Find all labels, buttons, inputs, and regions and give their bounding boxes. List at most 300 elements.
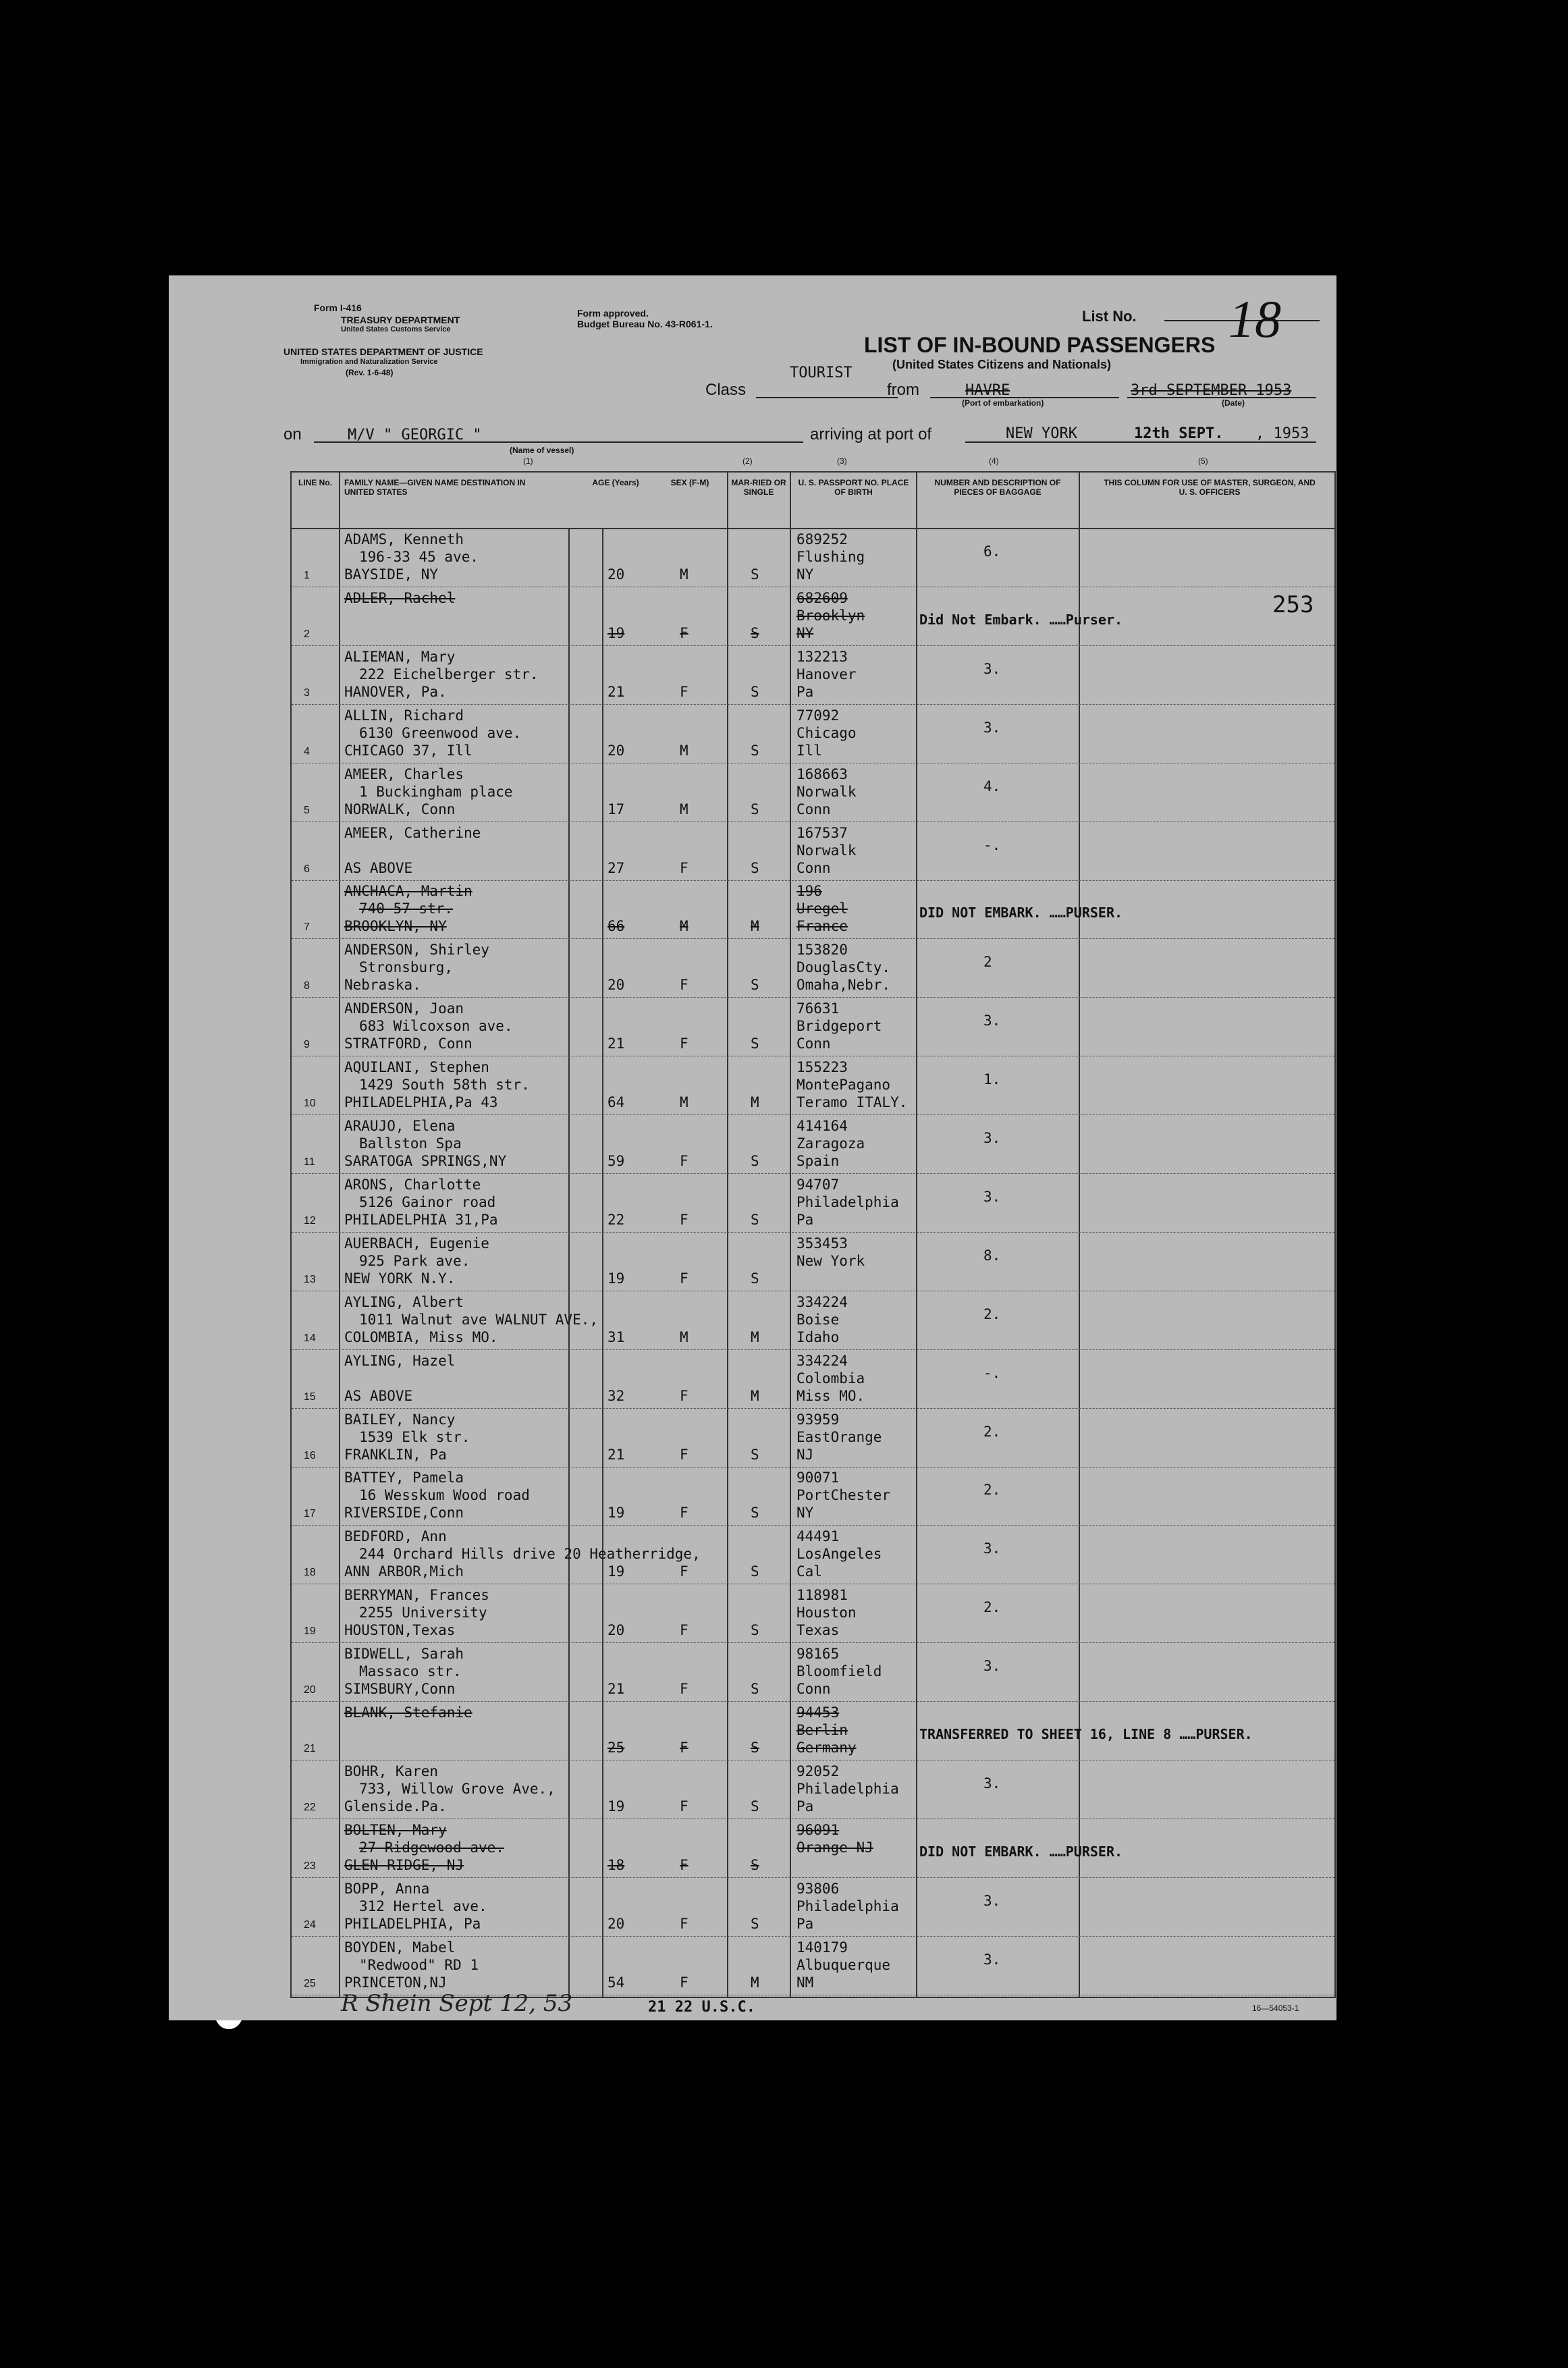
passenger-sex: F: [680, 1798, 688, 1814]
birth-place-2: Spain: [796, 1153, 840, 1169]
address-line-1: 740-57 str.: [359, 900, 454, 917]
line-number: 3: [304, 687, 310, 699]
passenger-name: BIDWELL, Sarah: [344, 1646, 464, 1663]
passenger-name: AUERBACH, Eugenie: [344, 1235, 489, 1252]
birth-place-2: Teramo ITALY.: [796, 1094, 908, 1111]
birth-place-2: Cal: [796, 1563, 822, 1580]
passenger-sex: F: [680, 1505, 688, 1522]
row-divider: [292, 938, 1334, 939]
passenger-sex: F: [680, 1563, 688, 1580]
marital-status: S: [751, 859, 759, 876]
table-row: [292, 1585, 1334, 1643]
baggage-count: 3.: [983, 1540, 1001, 1557]
baggage-count: 2.: [983, 1599, 1001, 1616]
table-row: [292, 1879, 1334, 1937]
baggage-count: 6.: [983, 543, 1001, 560]
passenger-sex: F: [680, 1740, 688, 1756]
passenger-name: ANDERSON, Joan: [344, 1000, 464, 1017]
table-row: [292, 588, 1334, 646]
arrival-year: , 1953: [1255, 425, 1309, 442]
passenger-age: 19: [607, 624, 625, 641]
address-line-1: 1429 South 58th str.: [359, 1077, 530, 1094]
passenger-age: 54: [607, 1974, 625, 1991]
table-row: [292, 1233, 1334, 1291]
line-number: 12: [304, 1214, 316, 1227]
marital-status: S: [751, 742, 759, 759]
passenger-age: 19: [607, 1505, 625, 1522]
passenger-age: 21: [607, 1035, 625, 1052]
baggage-count: 3.: [983, 719, 1001, 736]
marital-status: S: [751, 1446, 759, 1463]
passenger-age: 21: [607, 1446, 625, 1463]
line-number: 7: [304, 921, 310, 934]
marital-status: M: [751, 1974, 759, 1991]
passenger-name: ARONS, Charlotte: [344, 1176, 481, 1193]
line-number: 4: [304, 745, 310, 757]
col-head-married: MAR-RIED OR SINGLE: [731, 478, 786, 497]
passenger-age: 20: [607, 1915, 625, 1932]
passport-number: 92052: [796, 1762, 840, 1779]
passenger-sex: F: [680, 1387, 688, 1404]
officer-note: DID NOT EMBARK. ……PURSER.: [919, 1843, 1123, 1860]
line-number: 5: [304, 804, 310, 816]
table-row: [292, 1409, 1334, 1468]
passenger-sex: F: [680, 1211, 688, 1228]
passenger-name: AYLING, Albert: [344, 1293, 464, 1310]
address-line-2: SIMSBURY,Conn: [344, 1681, 456, 1698]
departure-date: 3rd SEPTEMBER 1953: [1131, 382, 1292, 399]
birth-place-1: MontePagano: [796, 1077, 891, 1094]
marital-status: M: [751, 1387, 759, 1404]
marital-status: M: [751, 1328, 759, 1345]
line-number: 21: [304, 1743, 316, 1754]
baggage-count: 2.: [983, 1423, 1001, 1440]
address-line-1: 6130 Greenwood ave.: [359, 724, 522, 741]
date-label: (Date): [1222, 398, 1245, 408]
passport-number: 98165: [796, 1646, 840, 1663]
table-row: [292, 998, 1334, 1056]
birth-place-2: Pa: [796, 683, 814, 700]
arrival-port: NEW YORK: [1006, 425, 1077, 442]
passport-number: 334224: [796, 1352, 848, 1369]
passenger-sex: F: [680, 1622, 688, 1639]
baggage-count: 2.: [983, 1306, 1001, 1322]
birth-place-1: Boise: [796, 1311, 840, 1328]
birth-place-1: Uregel: [796, 900, 848, 917]
vessel-label: (Name of vessel): [510, 446, 574, 455]
birth-place-2: Texas: [796, 1622, 840, 1639]
passenger-sex: M: [680, 566, 688, 583]
birth-place-1: LosAngeles: [796, 1546, 882, 1563]
baggage-count: 3.: [983, 1892, 1001, 1909]
passenger-age: 20: [607, 742, 625, 759]
passport-number: 167537: [796, 824, 848, 841]
form-number: Form I-416: [314, 302, 362, 313]
passenger-name: BOPP, Anna: [344, 1880, 430, 1897]
baggage-count: 1.: [983, 1071, 1001, 1088]
marital-status: S: [751, 1622, 759, 1639]
passenger-age: 19: [607, 1798, 625, 1814]
address-line-1: 925 Park ave.: [359, 1252, 470, 1269]
address-line-2: PHILADELPHIA, Pa: [344, 1915, 481, 1932]
address-line-1: 222 Eichelberger str.: [359, 666, 539, 682]
birth-place-2: Pa: [796, 1915, 814, 1932]
passport-number: 93959: [796, 1411, 840, 1428]
address-line-2: RIVERSIDE,Conn: [344, 1505, 464, 1522]
marital-status: S: [751, 1505, 759, 1522]
marital-status: M: [751, 918, 759, 935]
arrival-date: 12th SEPT.: [1134, 425, 1224, 442]
line-number: 2: [304, 628, 310, 640]
col-head-passport: U. S. PASSPORT NO. PLACE OF BIRTH: [798, 478, 909, 497]
passenger-name: AMEER, Charles: [344, 765, 464, 782]
passenger-age: 20: [607, 977, 625, 994]
line-number: 8: [304, 980, 310, 992]
address-line-2: Nebraska.: [344, 977, 421, 994]
address-line-2: ANN ARBOR,Mich: [344, 1563, 464, 1580]
birth-place-2: Pa: [796, 1211, 814, 1228]
table-row: [292, 1937, 1334, 1995]
birth-place-2: Conn: [796, 1681, 831, 1698]
col-head-line: LINE No.: [298, 478, 332, 487]
marital-status: S: [751, 1798, 759, 1814]
address-line-1: 27 Ridgewood ave.: [359, 1839, 504, 1856]
col-head-age: AGE (Years): [592, 478, 639, 487]
passport-number: 682609: [796, 589, 848, 606]
table-row: [292, 881, 1334, 939]
baggage-count: -.: [983, 836, 1001, 853]
table-row: [292, 764, 1334, 822]
marital-status: S: [751, 1915, 759, 1932]
passenger-sex: M: [680, 1328, 688, 1345]
passenger-age: 18: [607, 1856, 625, 1873]
baggage-count: 3.: [983, 1951, 1001, 1968]
line-number: 15: [304, 1391, 316, 1403]
birth-place-1: Orange NJ: [796, 1839, 873, 1856]
birth-place-2: Idaho: [796, 1328, 840, 1345]
baggage-count: 4.: [983, 778, 1001, 795]
address-line-1: Massaco str.: [359, 1663, 462, 1680]
line-number: 20: [304, 1684, 316, 1696]
passenger-age: 20: [607, 1622, 625, 1639]
address-line-2: FRANKLIN, Pa: [344, 1446, 447, 1463]
table-row: [292, 1820, 1334, 1878]
birth-place-1: Houston: [796, 1605, 857, 1621]
table-row: [292, 1702, 1334, 1760]
passport-number: 44491: [796, 1528, 840, 1545]
birth-place-1: Bridgeport: [796, 1018, 882, 1035]
birth-place-1: Norwalk: [796, 842, 857, 859]
col-num-5: (5): [1198, 456, 1208, 466]
col-head-sex: SEX (F-M): [670, 478, 709, 487]
address-line-2: BROOKLYN, NY: [344, 918, 447, 935]
marital-status: S: [751, 801, 759, 817]
marital-status: S: [751, 977, 759, 994]
table-row: [292, 1175, 1334, 1233]
passenger-sex: F: [680, 624, 688, 641]
passenger-name: BATTEY, Pamela: [344, 1470, 464, 1486]
birth-place-2: NM: [796, 1974, 814, 1991]
passenger-name: BEDFORD, Ann: [344, 1528, 447, 1545]
birth-place-1: Flushing: [796, 549, 865, 565]
marital-status: S: [751, 1856, 759, 1873]
marital-status: S: [751, 624, 759, 641]
address-line-2: PHILADELPHIA,Pa 43: [344, 1094, 498, 1111]
table-row: [292, 1116, 1334, 1174]
passport-number: 414164: [796, 1118, 848, 1134]
birth-place-2: NJ: [796, 1446, 814, 1463]
marital-status: S: [751, 1563, 759, 1580]
row-divider: [292, 1349, 1334, 1350]
passenger-sex: M: [680, 801, 688, 817]
table-row: [292, 529, 1334, 587]
birth-place-1: Zaragoza: [796, 1135, 865, 1152]
passenger-age: 31: [607, 1328, 625, 1345]
table-row: [292, 1292, 1334, 1350]
col-num-4: (4): [989, 456, 999, 466]
birth-place-1: Philadelphia: [796, 1193, 899, 1210]
marital-status: S: [751, 1211, 759, 1228]
arriving-label: arriving at port of: [810, 425, 932, 443]
birth-place-2: Germany: [796, 1740, 857, 1756]
form-revision: (Rev. 1-6-48): [346, 368, 394, 377]
ins-service: Immigration and Naturalization Service: [300, 358, 438, 366]
passport-number: 168663: [796, 765, 848, 782]
address-line-2: NORWALK, Conn: [344, 801, 456, 817]
passenger-sex: F: [680, 1681, 688, 1698]
passenger-name: AQUILANI, Stephen: [344, 1059, 489, 1076]
passenger-sex: F: [680, 1270, 688, 1287]
birth-place-1: Albuquerque: [796, 1956, 891, 1973]
passport-number: 353453: [796, 1235, 848, 1252]
passport-number: 77092: [796, 707, 840, 724]
line-number: 1: [304, 570, 310, 581]
address-line-1: 16 Wesskum Wood road: [359, 1487, 530, 1504]
port-embark-label: (Port of embarkation): [962, 398, 1044, 408]
address-line-1: 5126 Gainor road: [359, 1193, 496, 1210]
address-line-2: AS ABOVE: [344, 859, 413, 876]
marital-status: S: [751, 1270, 759, 1287]
row-divider: [292, 997, 1334, 998]
passenger-name: ARAUJO, Elena: [344, 1118, 456, 1134]
passenger-name: ALLIN, Richard: [344, 707, 464, 724]
line-number: 10: [304, 1098, 316, 1110]
passenger-sex: F: [680, 1974, 688, 1991]
passport-number: 334224: [796, 1293, 848, 1310]
passenger-age: 17: [607, 801, 625, 817]
passenger-manifest-sheet: [169, 275, 1336, 2020]
birth-place-2: Conn: [796, 1035, 831, 1052]
address-line-2: HANOVER, Pa.: [344, 683, 447, 700]
table-row: [292, 1526, 1334, 1584]
col-num-1: (1): [523, 456, 533, 466]
class-line: [756, 397, 898, 398]
marital-status: S: [751, 1035, 759, 1052]
passenger-name: BOYDEN, Mabel: [344, 1939, 456, 1956]
passport-number: 689252: [796, 531, 848, 547]
table-row: [292, 1351, 1334, 1409]
birth-place-1: Philadelphia: [796, 1898, 899, 1914]
marital-status: S: [751, 683, 759, 700]
address-line-1: 733, Willow Grove Ave.,: [359, 1780, 556, 1797]
line-number: 19: [304, 1625, 316, 1638]
row-divider: [292, 1525, 1334, 1526]
passenger-sex: F: [680, 1446, 688, 1463]
line-number: 18: [304, 1567, 316, 1579]
passenger-sex: F: [680, 1915, 688, 1932]
baggage-count: 8.: [983, 1247, 1001, 1264]
address-line-1: 196-33 45 ave.: [359, 549, 479, 565]
passenger-name: BOHR, Karen: [344, 1762, 439, 1779]
birth-place-2: Omaha,Nebr.: [796, 977, 891, 994]
row-divider: [292, 1114, 1334, 1115]
passport-number: 153820: [796, 942, 848, 959]
line-number: 25: [304, 1977, 316, 1989]
table-row: [292, 1644, 1334, 1702]
row-divider: [292, 1173, 1334, 1174]
address-line-1: 2255 University: [359, 1605, 487, 1621]
address-line-2: BAYSIDE, NY: [344, 566, 439, 583]
line-number: 14: [304, 1332, 316, 1344]
passenger-name: ADAMS, Kenneth: [344, 531, 464, 547]
birth-place-2: Pa: [796, 1798, 814, 1814]
passenger-sex: F: [680, 977, 688, 994]
footer-note: 21 22 U.S.C.: [648, 1999, 755, 2016]
address-line-2: CHICAGO 37, Ill: [344, 742, 472, 759]
address-line-2: PHILADELPHIA 31,Pa: [344, 1211, 498, 1228]
birth-place-1: Brooklyn: [796, 607, 865, 624]
passenger-name: BOLTEN, Mary: [344, 1821, 447, 1838]
justice-dept: UNITED STATES DEPARTMENT OF JUSTICE: [283, 346, 483, 357]
row-divider: [292, 1467, 1334, 1468]
birth-place-1: DouglasCty.: [796, 959, 891, 976]
passenger-sex: M: [680, 1094, 688, 1111]
birth-place-2: NY: [796, 624, 814, 641]
passport-number: 76631: [796, 1000, 840, 1017]
passenger-age: 19: [607, 1270, 625, 1287]
officer-note: Did Not Embark. ……Purser.: [919, 611, 1123, 628]
table-row: [292, 940, 1334, 998]
passport-number: 94453: [796, 1704, 840, 1721]
on-label: on: [283, 425, 302, 443]
passenger-age: 22: [607, 1211, 625, 1228]
passenger-sex: F: [680, 859, 688, 876]
passport-number: 140179: [796, 1939, 848, 1956]
passenger-age: 66: [607, 918, 625, 935]
passenger-age: 27: [607, 859, 625, 876]
baggage-count: 2: [983, 954, 992, 971]
col-num-2: (2): [742, 456, 753, 466]
birth-place-1: PortChester: [796, 1487, 891, 1504]
row-divider: [292, 1936, 1334, 1937]
marital-status: S: [751, 1153, 759, 1169]
passport-number: 90071: [796, 1470, 840, 1486]
from-label: from: [887, 381, 919, 399]
line-number: 22: [304, 1801, 316, 1813]
row-divider: [292, 1232, 1334, 1233]
address-line-2: PRINCETON,NJ: [344, 1974, 447, 1991]
address-line-1: 1011 Walnut ave WALNUT AVE.,: [359, 1311, 599, 1328]
officer-note: TRANSFERRED TO SHEET 16, LINE 8 ……PURSER.: [919, 1726, 1253, 1742]
class-label: Class: [705, 381, 747, 399]
address-line-1: 1539 Elk str.: [359, 1428, 470, 1445]
footer-code: 16—54053-1: [1252, 2003, 1299, 2013]
baggage-count: 3.: [983, 1775, 1001, 1792]
address-line-2: COLOMBIA, Miss MO.: [344, 1328, 498, 1345]
passenger-sex: F: [680, 1153, 688, 1169]
line-number: 11: [304, 1156, 315, 1168]
list-no-label: List No.: [1082, 308, 1137, 325]
officer-note: DID NOT EMBARK. ……PURSER.: [919, 905, 1123, 921]
col-head-baggage: NUMBER AND DESCRIPTION OF PIECES OF BAGGAGE: [934, 478, 1061, 497]
birth-place-2: NY: [796, 566, 814, 583]
passenger-age: 19: [607, 1563, 625, 1580]
passenger-name: BAILEY, Nancy: [344, 1411, 456, 1428]
budget-bureau: Budget Bureau No. 43-R061-1.: [577, 319, 713, 329]
passenger-table: [290, 471, 1336, 1998]
passenger-name: AYLING, Hazel: [344, 1352, 456, 1369]
passenger-age: 64: [607, 1094, 625, 1111]
passport-number: 196: [796, 883, 822, 900]
from-value: HAVRE: [965, 382, 1010, 399]
passenger-sex: F: [680, 1856, 688, 1873]
passenger-sex: F: [680, 1035, 688, 1052]
address-line-2: AS ABOVE: [344, 1387, 413, 1404]
address-line-2: STRATFORD, Conn: [344, 1035, 472, 1052]
marital-status: S: [751, 566, 759, 583]
address-line-1: 312 Hertel ave.: [359, 1898, 487, 1914]
passenger-name: ALIEMAN, Mary: [344, 648, 456, 665]
baggage-count: 3.: [983, 1130, 1001, 1146]
vessel-name: M/V " GEORGIC ": [348, 427, 482, 443]
baggage-count: -.: [983, 1364, 1001, 1381]
birth-place-2: Ill: [796, 742, 822, 759]
birth-place-1: Berlin: [796, 1722, 848, 1738]
page-title: LIST OF IN-BOUND PASSENGERS: [864, 333, 1216, 357]
birth-place-1: Hanover: [796, 666, 857, 682]
birth-place-1: Chicago: [796, 724, 857, 741]
table-row: [292, 823, 1334, 881]
birth-place-2: France: [796, 918, 848, 935]
line-number: 24: [304, 1918, 316, 1931]
baggage-count: 3.: [983, 660, 1001, 677]
birth-place-2: Conn: [796, 859, 831, 876]
birth-place-1: Philadelphia: [796, 1780, 899, 1797]
baggage-count: 3.: [983, 1013, 1001, 1029]
address-line-1: 683 Wilcoxson ave.: [359, 1018, 513, 1035]
line-number: 17: [304, 1508, 316, 1520]
passport-number: 93806: [796, 1880, 840, 1897]
passenger-name: ANDERSON, Shirley: [344, 942, 489, 959]
row-divider: [292, 880, 1334, 881]
birth-place-1: Colombia: [796, 1370, 865, 1387]
marital-status: S: [751, 1681, 759, 1698]
marital-status: S: [751, 1740, 759, 1756]
table-row: [292, 1468, 1334, 1526]
class-value: TOURIST: [790, 365, 853, 381]
row-divider: [292, 1877, 1334, 1878]
table-row: [292, 1761, 1334, 1819]
row-divider: [292, 704, 1334, 705]
passenger-name: BLANK, Stefanie: [344, 1704, 472, 1721]
address-line-1: 244 Orchard Hills drive 20 Heatherridge,: [359, 1546, 701, 1563]
passenger-sex: M: [680, 742, 688, 759]
passenger-name: BERRYMAN, Frances: [344, 1587, 489, 1604]
passport-number: 132213: [796, 648, 848, 665]
row-divider: [292, 1408, 1334, 1409]
customs-service: United States Customs Service: [341, 325, 451, 333]
birth-place-1: EastOrange: [796, 1428, 882, 1445]
